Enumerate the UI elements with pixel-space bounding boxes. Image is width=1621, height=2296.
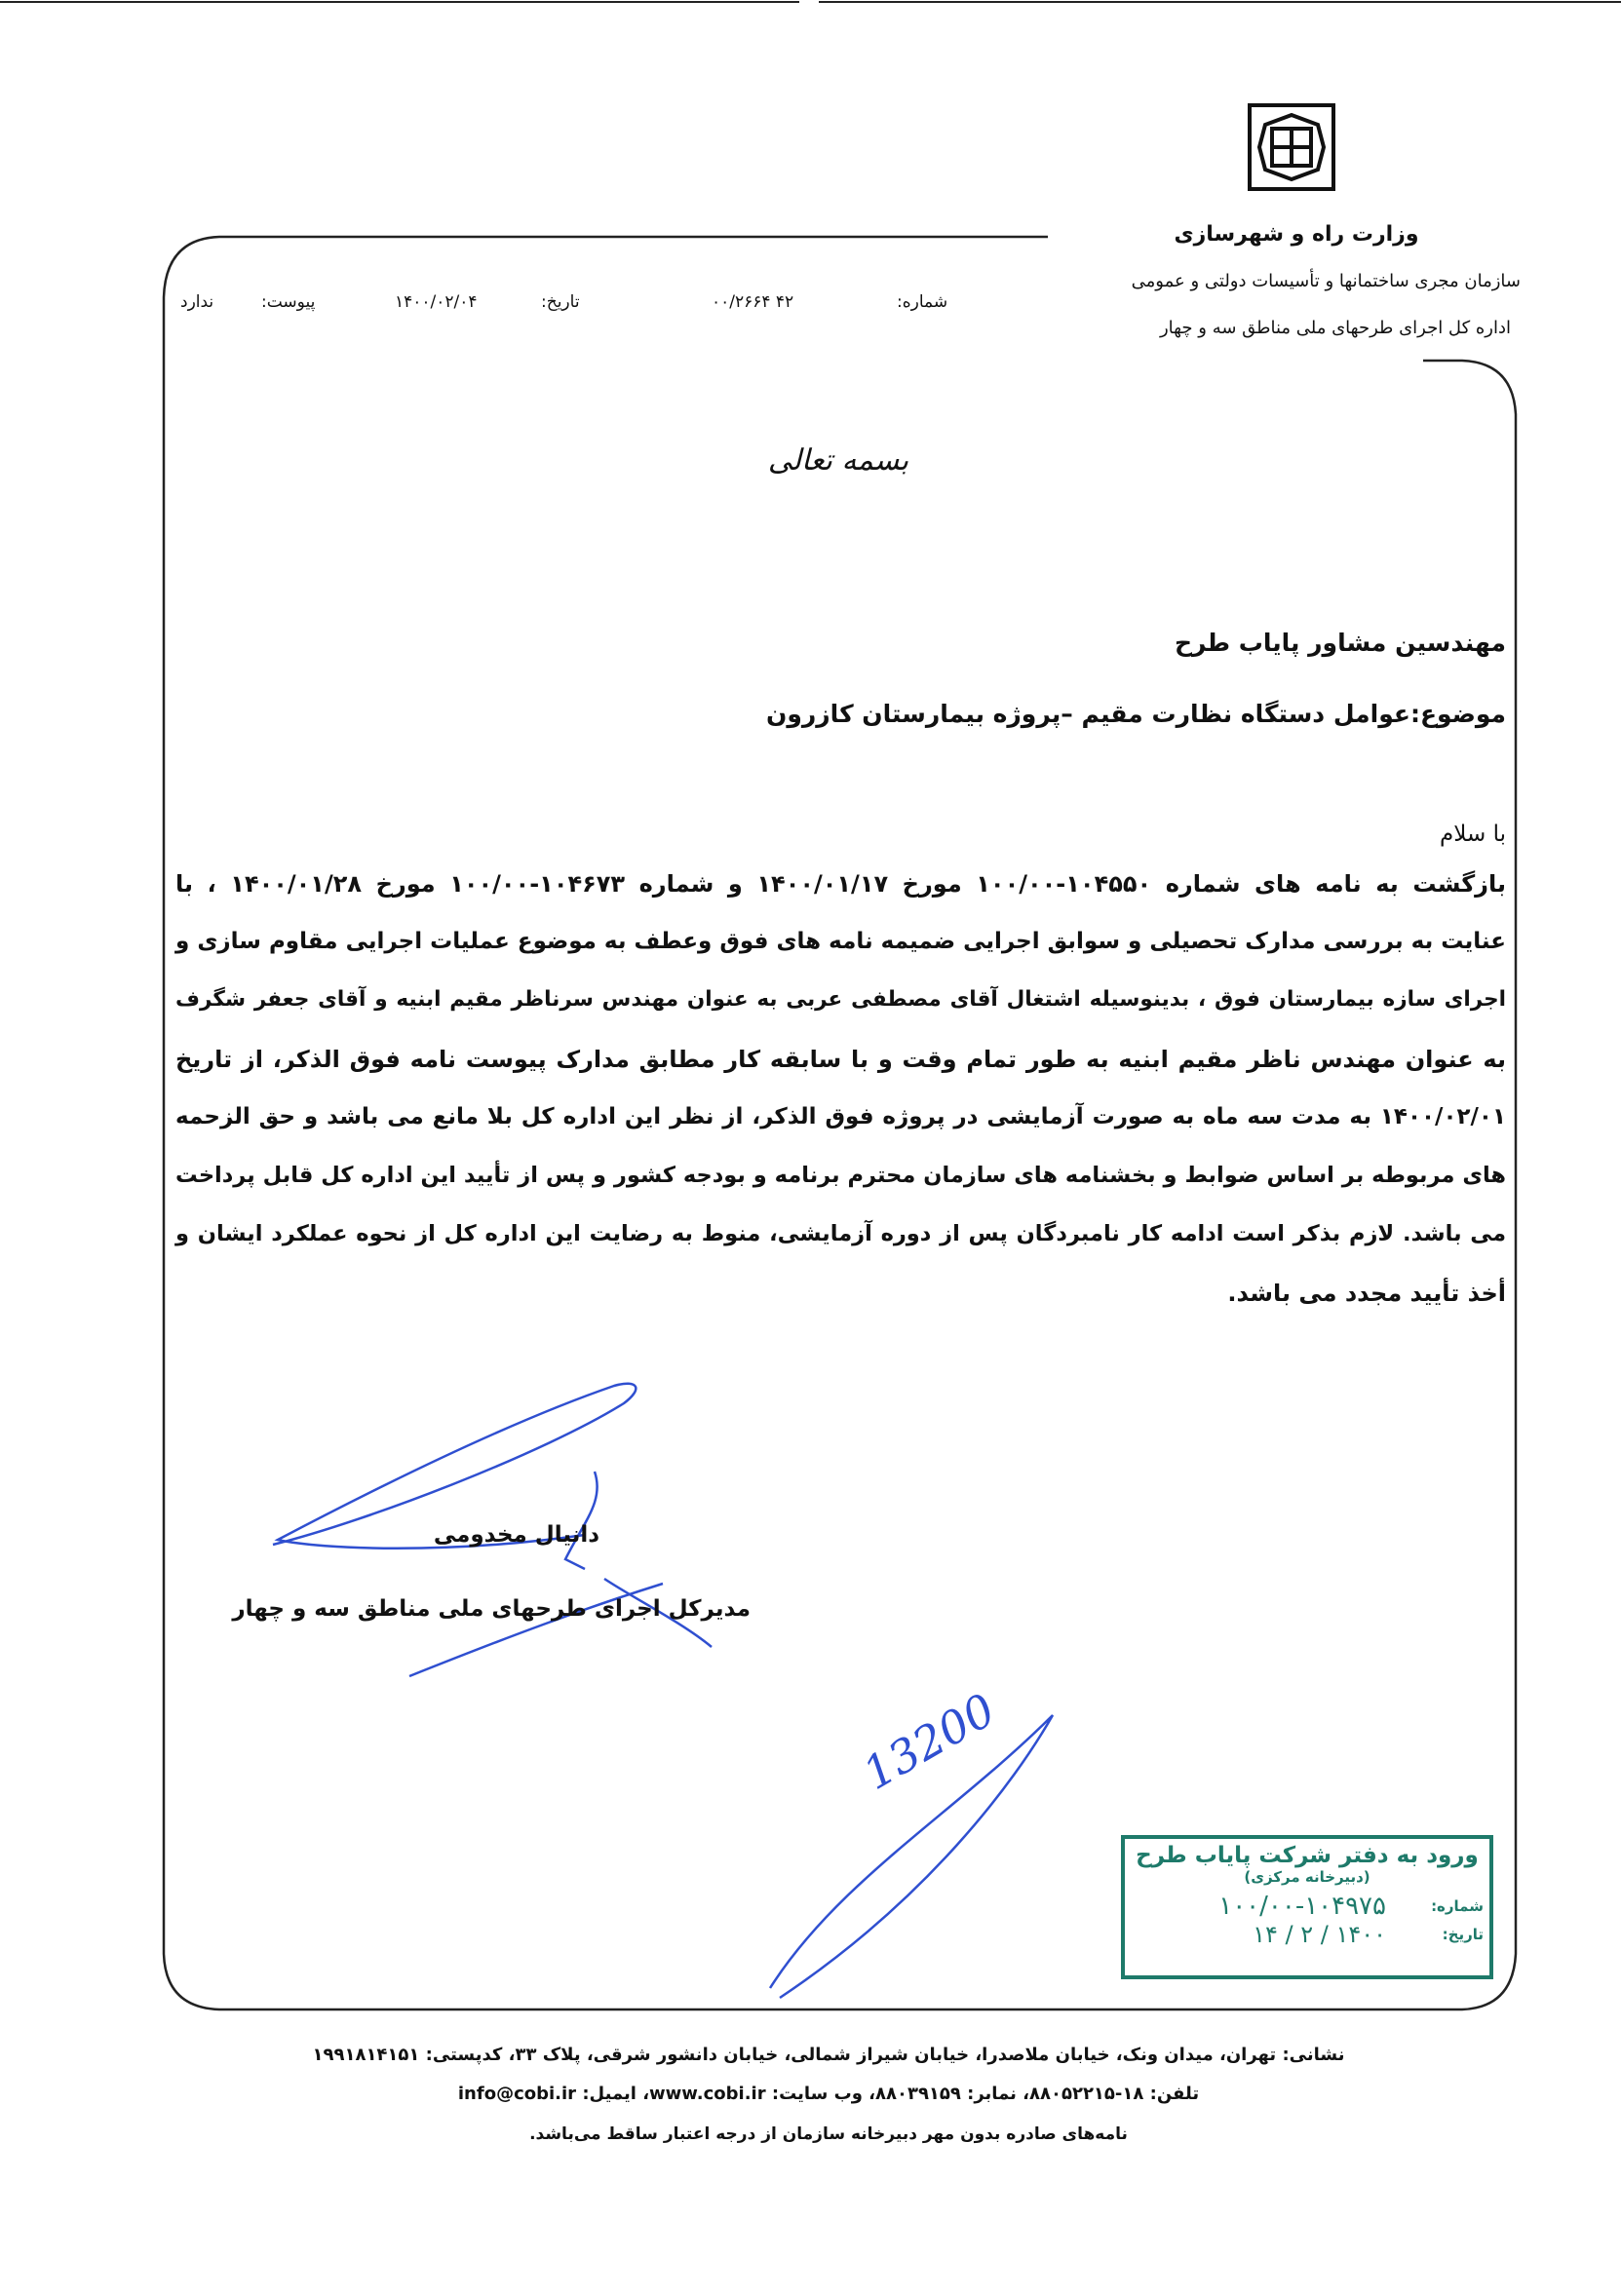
- attachment-label: پیوست:: [261, 292, 316, 312]
- date-value: ۱۴۰۰/۰۲/۰۴: [395, 292, 478, 312]
- stamp-number-label: شماره:: [1431, 1897, 1484, 1915]
- department-name: اداره کل اجرای طرحهای ملی مناطق سه و چهار: [1159, 318, 1511, 338]
- ministry-name: وزارت راه و شهرسازی: [1174, 222, 1419, 247]
- signatory-name: دانیال مخدومی: [433, 1522, 600, 1548]
- stamp-number-value: ۱۰۰/۰۰-۱۰۴۹۷۵: [1218, 1892, 1386, 1921]
- attachment-value: ندارد: [180, 292, 214, 312]
- organization-name: سازمان مجری ساختمانها و تأسیسات دولتی و عمومی: [1131, 271, 1521, 291]
- footer-notice: نامه‌های صادره بدون مهر دبیرخانه سازمان از درجه اعتبار ساقط می‌باشد.: [529, 2124, 1128, 2144]
- number-value: ۴۲ ۰۰/۲۶۶۴: [712, 292, 794, 312]
- body-line: اجرای سازه بیمارستان فوق ، بدینوسیله اشتغال آقای مصطفی عربی به عنوان مهندس سرناظر مقیم ابنیه و آقای جعفر شگرف: [175, 987, 1506, 1012]
- invocation: بسمه تعالی: [767, 443, 909, 478]
- body-line: عنایت به بررسی مدارک تحصیلی و سوابق اجرایی ضمیمه نامه های فوق وعطف به موضوع عملیات اجرایی مقاوم سازی و: [175, 929, 1506, 954]
- subject: موضوع:عوامل دستگاه نظارت مقیم –پروژه بیمارستان کازرون: [766, 700, 1506, 728]
- stamp-subtitle: (دبیرخانه مرکزی): [1244, 1868, 1370, 1886]
- body-line: ۱۴۰۰/۰۲/۰۱ به مدت سه ماه به صورت آزمایشی در پروژه فوق الذکر، از نظر این اداره کل بلا مانع می باشد و حق الزحمه: [175, 1104, 1506, 1129]
- number-label: شماره:: [897, 292, 948, 312]
- body-line: بازگشت به نامه های شماره ۱۰۴۵۵۰-۱۰۰/۰۰ مورخ ۱۴۰۰/۰۱/۱۷ و شماره ۱۰۴۶۷۳-۱۰۰/۰۰ مورخ ۱۴۰۰/۰۱/۲۸ ، با: [175, 870, 1506, 898]
- handwritten-note: 13200: [854, 1683, 1005, 1800]
- body-line: أخذ تأیید مجدد می باشد.: [1227, 1280, 1506, 1307]
- addressee: مهندسین مشاور پایاب طرح: [1174, 629, 1506, 657]
- date-label: تاریخ:: [541, 292, 580, 312]
- ministry-logo: [1250, 105, 1333, 189]
- signature: [273, 1384, 1053, 1998]
- body-line: می باشد. لازم بذکر است ادامه کار نامبردگان پس از دوره آزمایشی، منوط به رضایت این اداره کل از نحوه عملکرد ایشان و: [175, 1221, 1506, 1246]
- signatory-title: مدیرکل اجرای طرحهای ملی مناطق سه و چهار: [232, 1596, 751, 1622]
- stamp-date-label: تاریخ:: [1442, 1926, 1484, 1943]
- stamp-date-value: ۱۴۰۰ / ۲ / ۱۴: [1253, 1921, 1386, 1948]
- greeting: با سلام: [1440, 822, 1506, 847]
- footer-contact: تلفن: ۱۸-۸۸۰۵۲۲۱۵، نمابر: ۸۸۰۳۹۱۵۹، وب سایت: www.cobi.ir، ایمیل: info@cobi.ir: [457, 2084, 1200, 2104]
- stamp-title: ورود به دفتر شرکت پایاب طرح: [1136, 1843, 1479, 1868]
- body-line: به عنوان مهندس ناظر مقیم ابنیه به طور تمام وقت و با سابقه کار مطابق مدارک پیوست نامه فوق الذکر، از تاریخ: [175, 1046, 1506, 1073]
- receipt-stamp: [1121, 1835, 1493, 1979]
- footer-address: نشانی: تهران، میدان ونک، خیابان ملاصدرا، خیابان شیراز شمالی، خیابان دانشور شرقی، پلاک ۳۳، کدپستی: ۱۹۹۱۸۱۴۱۵۱: [312, 2045, 1345, 2065]
- body-line: های مربوطه بر اساس ضوابط و بخشنامه های سازمان محترم برنامه و بودجه کشور و پس از تأیید این اداره کل قابل پرداخت: [175, 1163, 1506, 1188]
